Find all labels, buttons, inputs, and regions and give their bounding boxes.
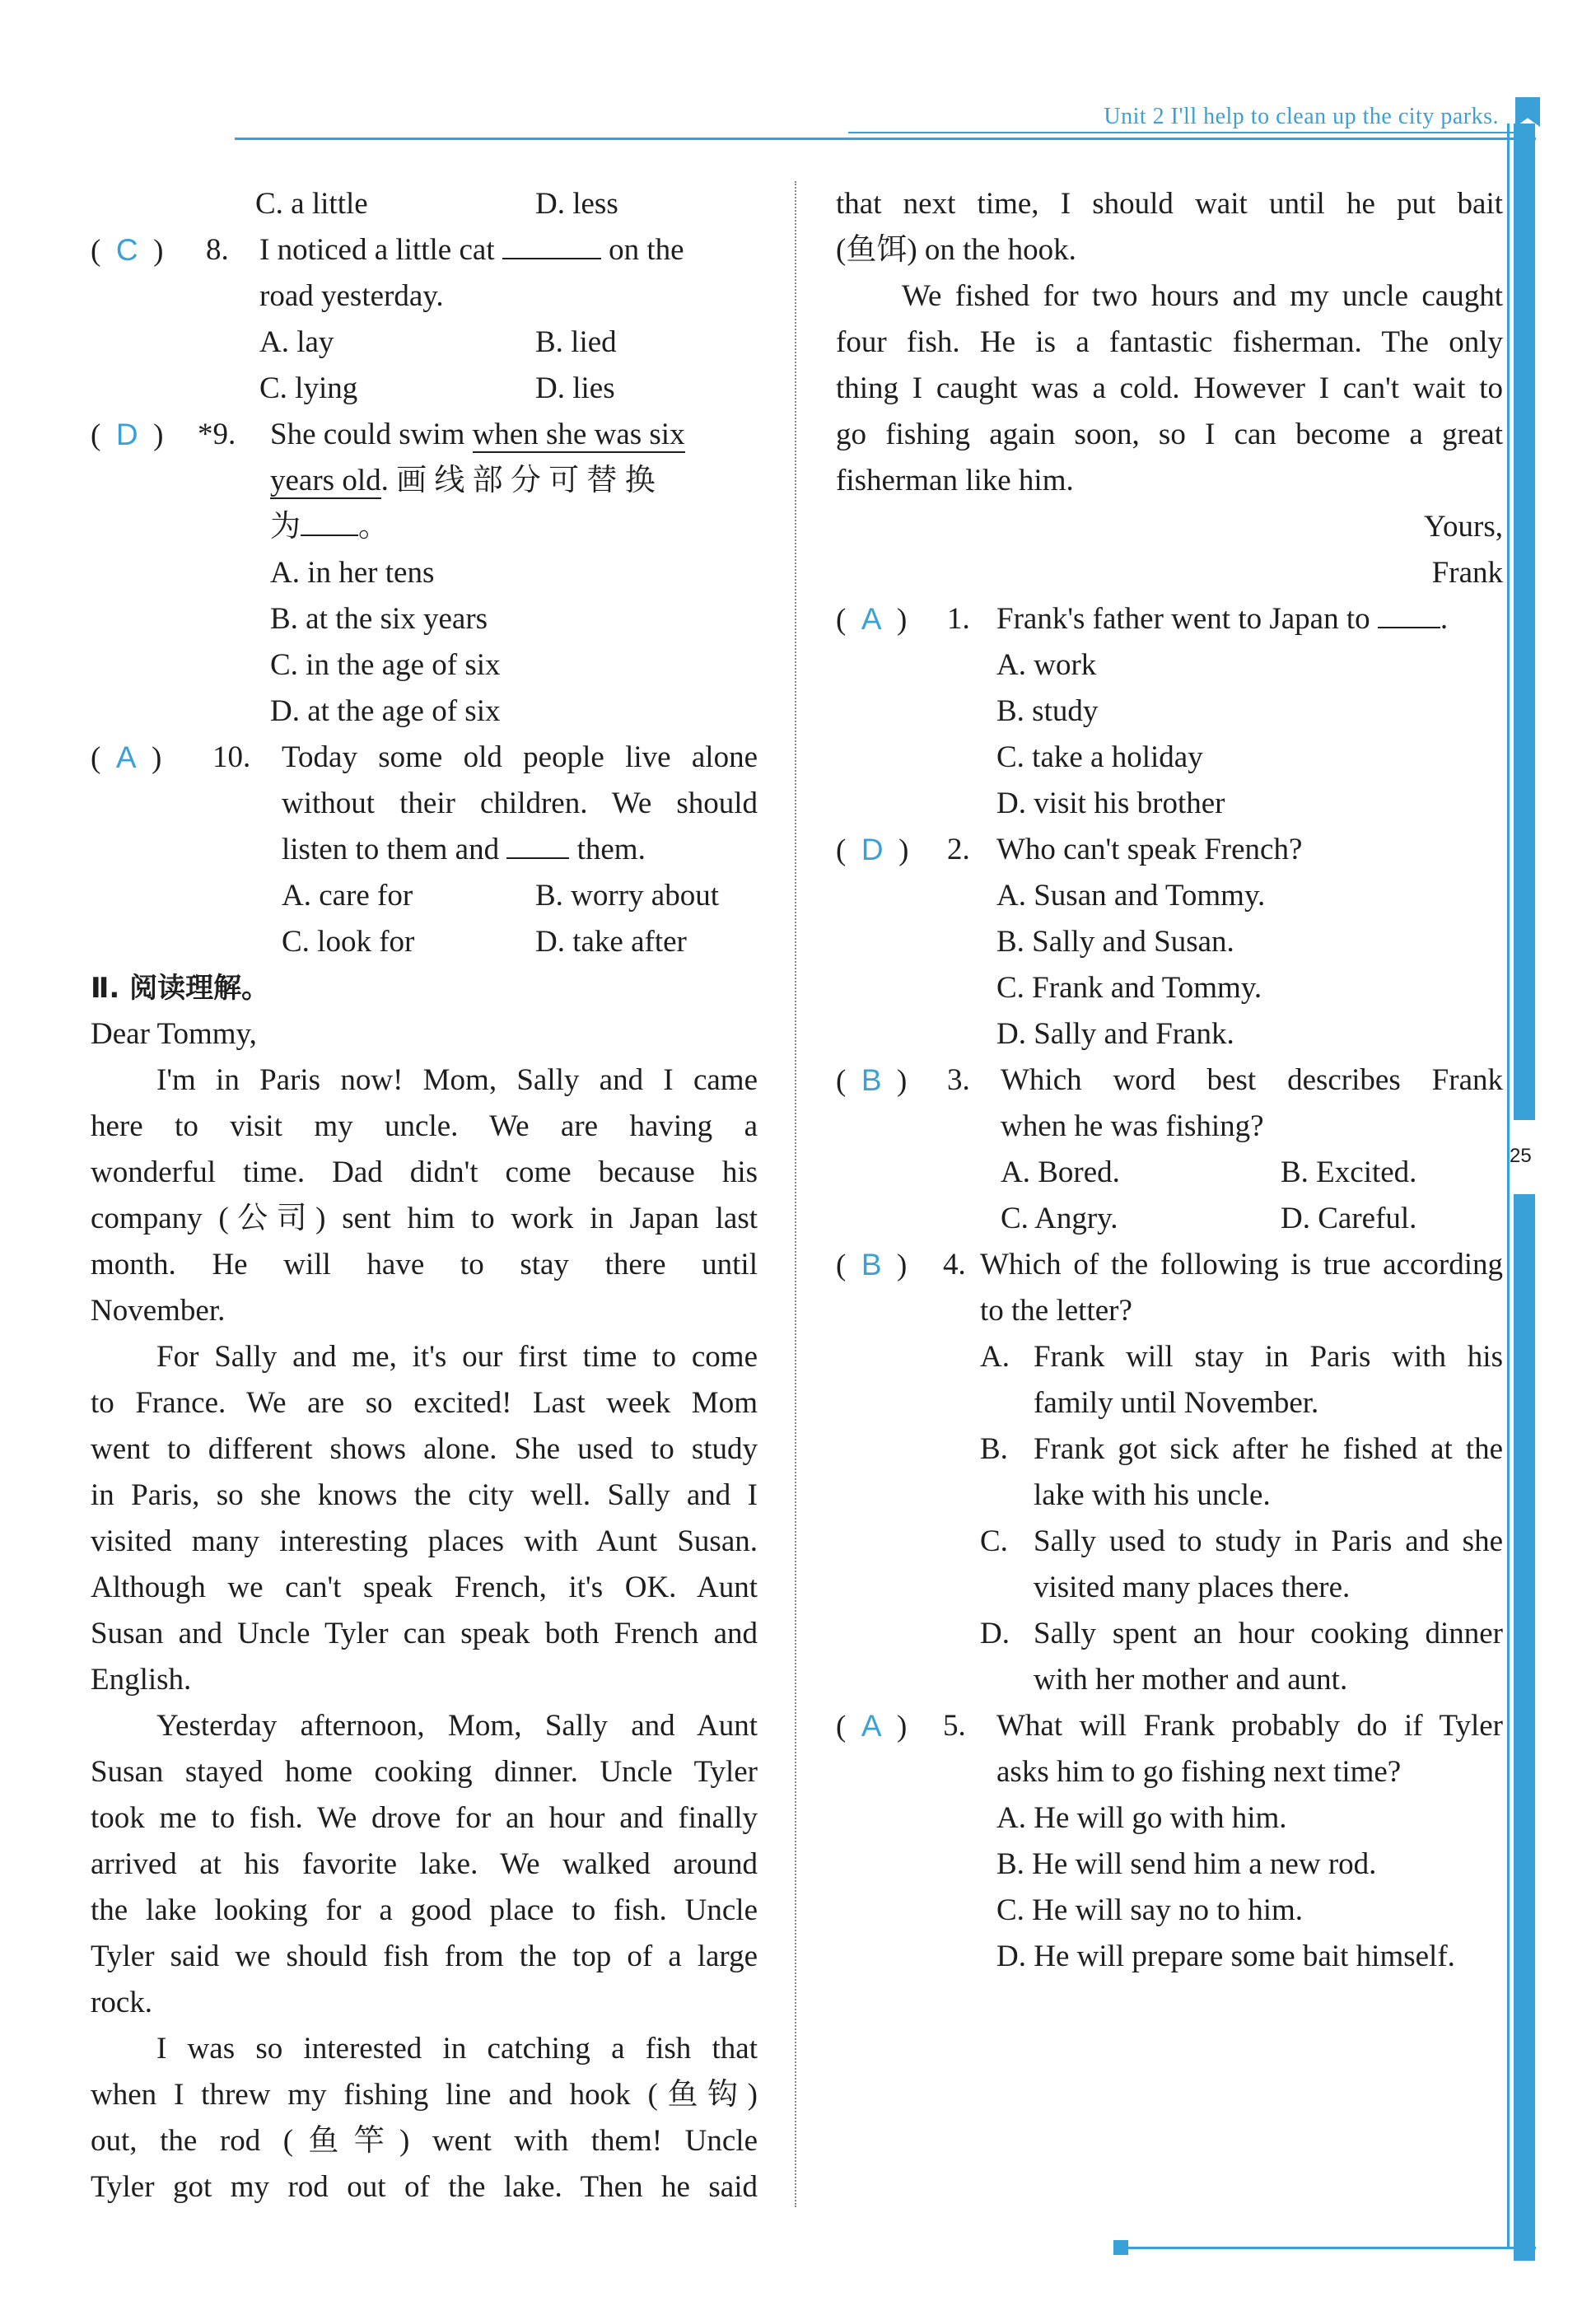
rq3-options-cd [836,1196,1503,1242]
rq4-line1 [836,1242,1503,1288]
rq3-option-d: D. Careful. [1281,1202,1417,1235]
q10-line2: without their children. We should [282,787,758,820]
rq1-answer: A [861,602,882,636]
q10-option-c: C. look for [282,925,415,959]
rq5-stem: What will Frank probably do if Tyler [996,1709,1503,1743]
rq1-option-d: D. visit his brother [996,787,1225,820]
rq1-answer-box: ( A ) [836,602,908,637]
rq2-option-c: C. Frank and Tommy. [996,971,1262,1005]
q8-answer-box: ( C ) [91,233,164,268]
rq4-answer: B [861,1248,882,1281]
q7-options-cd [91,181,758,227]
q9-line1 [91,412,758,458]
q10-options-cd [91,919,758,965]
left-column [91,181,758,2210]
letter-paragraph-5: We fished for two hours and my uncle caught four fish. He is a fantastic fisherman. The only thing I caught was a cold. However I can't wait to go fishing again soon, so I can become a great fisherman like him. [836,279,1503,497]
margin-bar-bottom [1514,1194,1535,2261]
q8-number: 8. [206,233,229,267]
q9-blank [301,506,358,536]
q10-number: 10. [212,740,251,774]
rq3-stem: Which word best describes Frank [1001,1063,1503,1097]
right-column: that next time, I should wait until he put bait (鱼饵) on the hook. We fished for two hours and my uncle caught four fish. He is a fantastic fisherman. The only thing I caught was a cold. However I can't wait to go fishing again soon, so I can become a great fisherman like him. Yours, Frank ( A ) 1. Frank's father went to Japan to . A. work B. study C. take a holiday D. visit his brother ( D ) 2. Who can't speak French? A. Susan and Tommy. B. Sally and Susan. C. Frank and Tommy. D. Sally and Frank. ( B ) 3. Which word best describes Frank when he was fishing? A. Bored. B. Excited. C. Angry. D. Careful. ( B ) 4. Which of the following is true according to the letter? A. Frank will stay in Paris with his family until November. B. Frank got sick after he fished at the lake with his uncle. C. Sally used to study in Paris and she visited many places there. D. Sally spent an hour cooking dinner with her mother and aunt. ( A ) 5. What will Frank probably do if Tyler asks him to go fishing next time? A. He will go with him. B. He will send him a new rod. C. He will say no to him. D. He will prepare some bait himself. [836,181,1503,1980]
letter-paragraph-1: I'm in Paris now! Mom, Sally and I came here to visit my uncle. We are having a wonderful time. Dad didn't come because his company (公司) sent him to work in Japan last month. He will have to stay there until November. [91,1063,758,1328]
letter-paragraph-3: Yesterday afternoon, Mom, Sally and Aunt Susan stayed home cooking dinner. Uncle Tyler took me to fish. We drove for an hour and finally arrived at his favorite lake. We walked around the lake looking for a good place to fish. Uncle Tyler said we should fish from the top of a large rock. [91,1709,758,2019]
q8-options-ab [91,320,758,366]
q10-blank [506,829,569,859]
rq4-option-d: D. Sally spent an hour cooking dinner [980,1617,1503,1650]
rq1-line1 [836,596,1503,642]
rq3-answer-box: ( B ) [836,1063,908,1098]
rq1-stem: Frank's father went to Japan to . [996,596,1448,642]
rq2-option-d: D. Sally and Frank. [996,1017,1234,1051]
rq1-option-c: C. take a holiday [996,740,1203,774]
margin-line [1507,124,1510,2248]
q10-option-b: B. worry about [535,879,719,913]
q8-answer: C [115,233,138,267]
column-divider [795,181,796,2207]
rq2-option-b: B. Sally and Susan. [996,925,1234,959]
letter-closing: Yours, [1424,510,1503,544]
q8-option-c: C. lying [259,371,358,405]
q8-option-b: B. lied [535,325,617,359]
rq2-number: 2. [947,833,970,866]
rq5-answer: A [861,1709,882,1743]
q7-option-d: D. less [535,187,618,221]
q10-answer: A [115,740,137,774]
margin-bar-top [1514,124,1535,1120]
q10-line1 [91,735,758,781]
rq5-option-b: B. He will send him a new rod. [996,1847,1377,1881]
rq1-number: 1. [947,602,970,636]
rq1-option-b: B. study [996,694,1099,728]
rq5-option-c: C. He will say no to him. [996,1893,1304,1927]
q9-line3: 为 。 [91,504,758,550]
q10-options-ab [91,873,758,919]
q8-option-d: D. lies [535,371,615,405]
q8-stem: I noticed a little cat on the [259,227,684,273]
q8-option-a: A. lay [259,325,334,359]
q9-option-c: C. in the age of six [270,648,501,682]
letter-paragraph-2: For Sally and me, it's our first time to come to France. We are so excited! Last week Mom went to different shows alone. She used to study in Paris, so she knows the city well. Sally and I visited many interesting places with Aunt Susan. Although we can't speak French, it's OK. Aunt Susan and Uncle Tyler can speak both French and English. [91,1340,758,1697]
rq5-line1 [836,1703,1503,1749]
q10-option-d: D. take after [535,925,687,959]
header-rule-top [848,132,1524,133]
q9-option-b-row [91,596,758,642]
rq3-option-a: A. Bored. [1001,1155,1120,1189]
q8-line2: road yesterday. [259,279,444,313]
rq2-answer: D [861,833,884,866]
q9-answer: D [115,418,138,451]
rq2-stem: Who can't speak French? [996,833,1303,866]
rq3-line1 [836,1057,1503,1104]
rq4-number: 4. [943,1248,966,1281]
rq4-answer-box: ( B ) [836,1248,908,1282]
rq5-option-d: D. He will prepare some bait himself. [996,1940,1455,1973]
q10-line3: listen to them and them. [91,827,758,873]
rq1-option-a: A. work [996,648,1097,682]
rq3-option-c: C. Angry. [1001,1202,1118,1235]
q9-underlined: when she was six [472,418,685,451]
q9-option-d: D. at the age of six [270,694,501,728]
rq2-line1 [836,827,1503,873]
page-number: 25 [1510,1145,1532,1167]
q9-number: *9. [198,418,236,451]
rq4-option-b: B. Frank got sick after he fished at the [980,1432,1503,1466]
rq3-answer: B [861,1063,882,1097]
q7-option-c: C. a little [255,187,368,221]
q9-stem: She could swim when she was six [270,418,685,451]
rq3-options-ab [836,1150,1503,1196]
rq4-option-a: A. Frank will stay in Paris with his [980,1340,1503,1374]
q8-options-cd [91,366,758,412]
q9-option-c-row [91,642,758,689]
header-rule [235,138,1536,140]
q9-option-a: A. in her tens [270,556,435,590]
rq3-number: 3. [947,1063,970,1097]
rq2-answer-box: ( D ) [836,833,909,867]
rq4-option-c: C. Sally used to study in Paris and she [980,1524,1503,1558]
q9-line2: years old. 画 线 部 分 可 替 换 [270,464,656,497]
q10-answer-box: ( A ) [91,740,162,775]
q10-option-a: A. care for [282,879,413,913]
q9-option-d-row [91,689,758,735]
rq5-number: 5. [943,1709,966,1743]
letter-signature: Frank [1431,556,1503,590]
unit-title: Unit 2 I'll help to clean up the city parks. [1104,104,1499,129]
footer-square-icon [1113,2240,1128,2255]
q8-blank [502,230,601,259]
rq3-option-b: B. Excited. [1281,1155,1417,1189]
q10-stem: Today some old people live alone [282,740,758,774]
rq2-option-a: A. Susan and Tommy. [996,879,1266,913]
section-heading: Ⅱ. 阅读理解。 [91,972,270,1005]
q9-answer-box: ( D ) [91,418,164,452]
letter-paragraph-4: I was so interested in catching a fish that when I threw my fishing line and hook (鱼钩) out, the rod (鱼竿) went with them! Uncle Tyler got my rod out of the lake. Then he said [91,2032,758,2204]
bookmark-tab-icon [1515,97,1540,127]
rq5-answer-box: ( A ) [836,1709,908,1744]
letter-greeting: Dear Tommy, [91,1017,257,1051]
q9-option-a-row [91,550,758,596]
q9-option-b: B. at the six years [270,602,488,636]
q8-line1 [91,227,758,273]
footer-rule [1120,2247,1536,2249]
rq4-stem: Which of the following is true according [980,1248,1503,1281]
rq1-blank [1378,599,1440,628]
letter-paragraph-4-continued: that next time, I should wait until he put bait (鱼饵) on the hook. [836,187,1503,267]
rq5-option-a: A. He will go with him. [996,1801,1287,1835]
